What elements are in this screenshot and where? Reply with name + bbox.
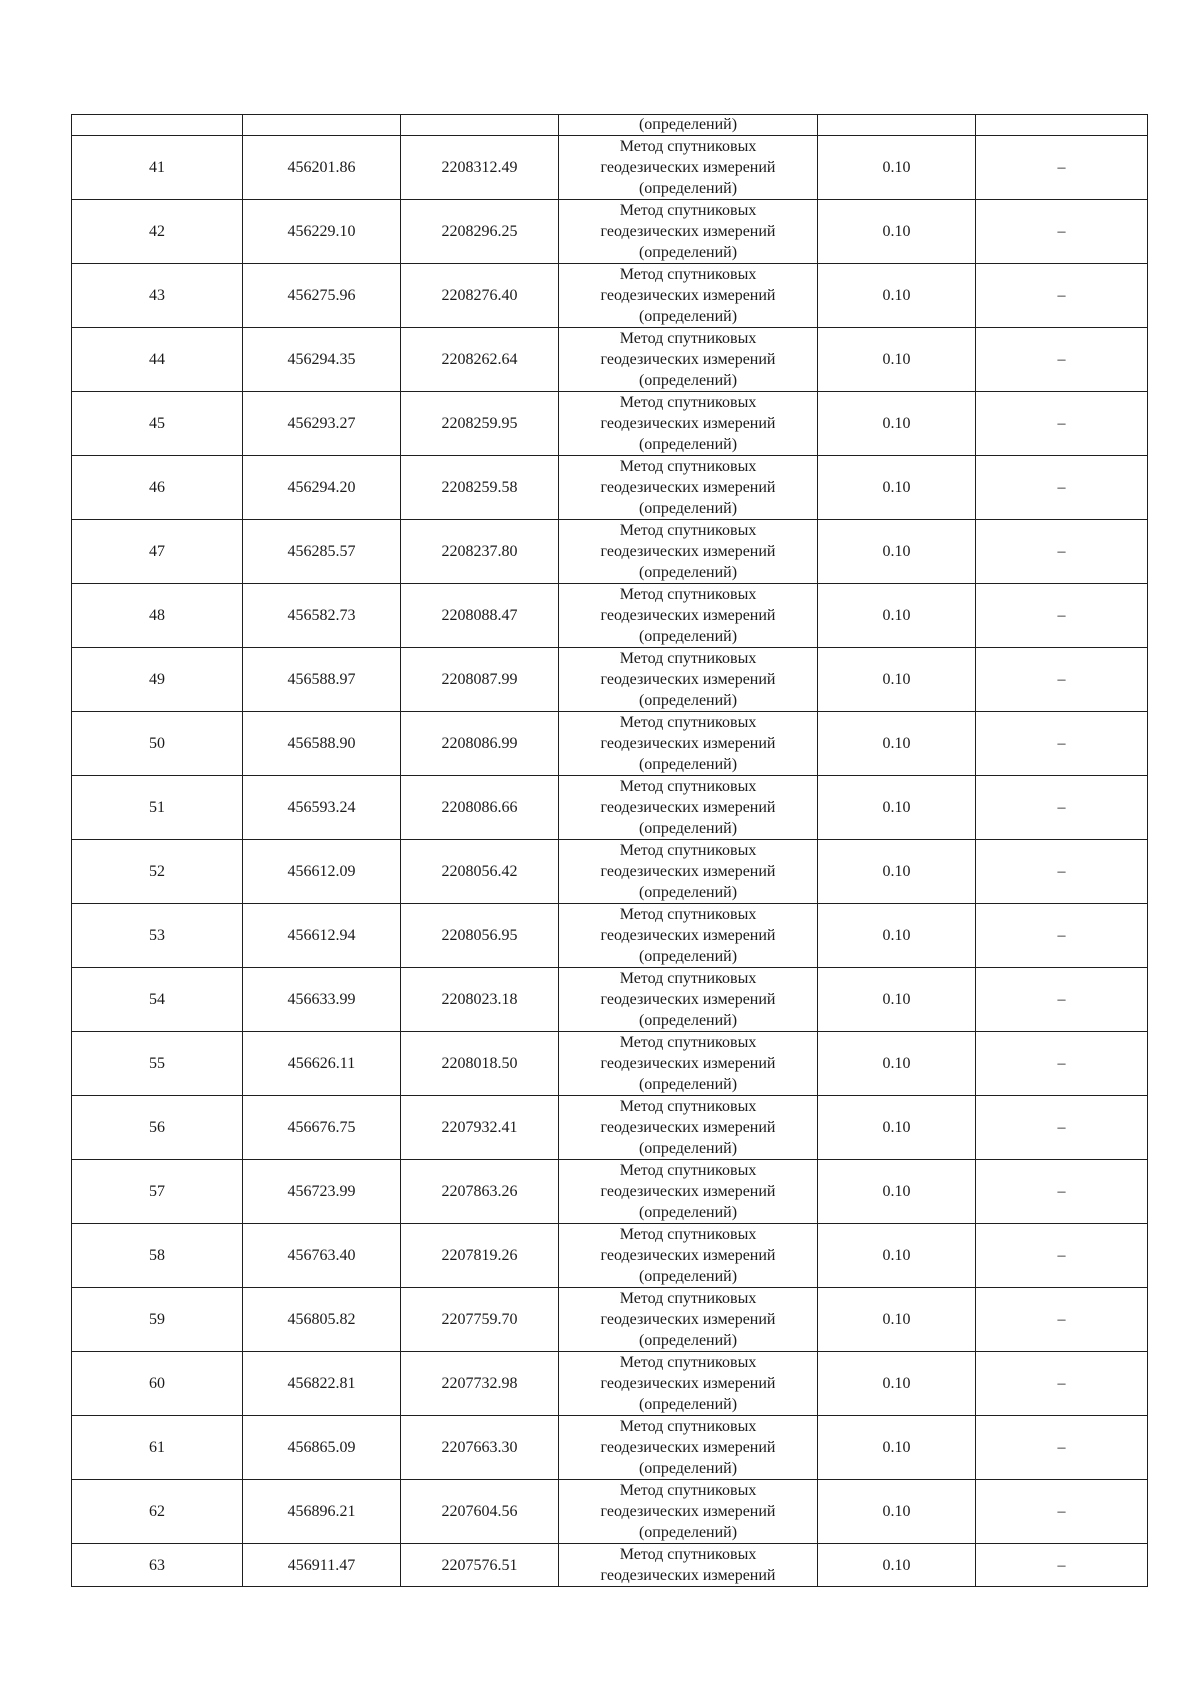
cell-y: 2207863.26 [401,1160,559,1224]
cell-method [559,776,818,840]
cell-method [559,904,818,968]
table-row [72,456,1148,520]
cell-precision: 0.10 [818,648,976,712]
cell-point-number: 54 [72,968,243,1032]
table-row [72,520,1148,584]
table-row [72,328,1148,392]
method-text-line: (определений) [638,628,738,645]
table-row [72,1224,1148,1288]
cell-x: 456626.11 [243,1032,401,1096]
cell-precision: 0.10 [818,264,976,328]
cell-y: 2208237.80 [401,520,559,584]
cell-precision: 0.10 [818,1416,976,1480]
cell-precision: 0.10 [818,1288,976,1352]
cell-precision: 0.10 [818,200,976,264]
cell-note: – [976,1544,1148,1587]
cell-point-number: 50 [72,712,243,776]
table-row [72,264,1148,328]
cell-method [559,264,818,328]
cell-y: 2208056.95 [401,904,559,968]
coordinates-table [71,114,1148,1587]
cell-y: 2208023.18 [401,968,559,1032]
cell-method: (определений) [559,115,818,136]
table-row [72,584,1148,648]
cell-note: – [976,712,1148,776]
cell-precision: 0.10 [818,328,976,392]
cell-precision: 0.10 [818,456,976,520]
cell-method [559,136,818,200]
method-text-line: геодезических измерений [600,479,776,496]
method-text-line: (определений) [638,1332,738,1349]
cell-y: 2208259.95 [401,392,559,456]
method-text-line: (определений) [638,308,738,325]
cell-point-number [72,115,243,136]
cell-y: 2208056.42 [401,840,559,904]
cell-y: 2208259.58 [401,456,559,520]
cell-point-number: 59 [72,1288,243,1352]
cell-point-number: 44 [72,328,243,392]
cell-precision: 0.10 [818,584,976,648]
method-text-line: (определений) [638,1460,738,1477]
cell-note [976,115,1148,136]
method-text-line: (определений) [638,1140,738,1157]
method-text-line: Метод спутниковых [619,586,757,603]
method-text-line: Метод спутниковых [619,1418,757,1435]
cell-x: 456293.27 [243,392,401,456]
method-text-line: Метод спутниковых [619,650,757,667]
table-row [72,968,1148,1032]
cell-point-number: 53 [72,904,243,968]
method-text-line: геодезических измерений [600,863,776,880]
table-row [72,1416,1148,1480]
method-text-line: геодезических измерений [600,1119,776,1136]
method-text-line: геодезических измерений [600,351,776,368]
cell-point-number: 48 [72,584,243,648]
cell-method [559,1224,818,1288]
cell-x: 456723.99 [243,1160,401,1224]
method-text-line: Метод спутниковых [619,906,757,923]
cell-note: – [976,136,1148,200]
cell-x: 456593.24 [243,776,401,840]
table-row [72,904,1148,968]
cell-x: 456763.40 [243,1224,401,1288]
cell-precision: 0.10 [818,136,976,200]
method-text-line: Метод спутниковых [619,778,757,795]
table-row [72,840,1148,904]
table-row [72,712,1148,776]
cell-x [243,115,401,136]
cell-note: – [976,648,1148,712]
cell-x: 456805.82 [243,1288,401,1352]
cell-method [559,1544,818,1587]
cell-precision: 0.10 [818,968,976,1032]
cell-y: 2208276.40 [401,264,559,328]
cell-x: 456582.73 [243,584,401,648]
method-text-line: геодезических измерений [600,1503,776,1520]
cell-point-number: 55 [72,1032,243,1096]
cell-x: 456911.47 [243,1544,401,1587]
cell-precision: 0.10 [818,1224,976,1288]
method-text-line: (определений) [638,1524,738,1541]
cell-note: – [976,1160,1148,1224]
method-text-line: геодезических измерений [600,543,776,560]
cell-note: – [976,968,1148,1032]
method-text-line: (определений) [638,1396,738,1413]
cell-y: 2207576.51 [401,1544,559,1587]
method-text-line: (определений) [638,180,738,197]
method-text-line: (определений) [638,500,738,517]
cell-precision: 0.10 [818,1352,976,1416]
method-text-line: Метод спутниковых [619,458,757,475]
cell-point-number: 62 [72,1480,243,1544]
cell-precision [818,115,976,136]
cell-point-number: 58 [72,1224,243,1288]
method-text-line: Метод спутниковых [619,138,757,155]
method-text-line: Метод спутниковых [619,394,757,411]
cell-x: 456822.81 [243,1352,401,1416]
cell-point-number: 51 [72,776,243,840]
table-row [72,1032,1148,1096]
cell-precision: 0.10 [818,776,976,840]
method-text-line: Метод спутниковых [619,1354,757,1371]
cell-precision: 0.10 [818,1544,976,1587]
method-text-line: геодезических измерений [600,799,776,816]
cell-note: – [976,456,1148,520]
method-text-line: (определений) [638,1012,738,1029]
cell-method [559,648,818,712]
method-text-line: Метод спутниковых [619,1290,757,1307]
cell-x: 456633.99 [243,968,401,1032]
cell-point-number: 61 [72,1416,243,1480]
cell-y: 2208087.99 [401,648,559,712]
cell-note: – [976,392,1148,456]
method-text-line: (определений) [638,1204,738,1221]
method-text-line: (определений) [638,436,738,453]
method-text-line: Метод спутниковых [619,1034,757,1051]
cell-y: 2207819.26 [401,1224,559,1288]
cell-note: – [976,1032,1148,1096]
method-text-line: (определений) [638,244,738,261]
cell-y: 2208088.47 [401,584,559,648]
cell-y: 2208086.99 [401,712,559,776]
cell-x: 456612.09 [243,840,401,904]
cell-note: – [976,584,1148,648]
cell-y: 2207663.30 [401,1416,559,1480]
cell-y: 2207604.56 [401,1480,559,1544]
cell-y: 2208312.49 [401,136,559,200]
cell-point-number: 52 [72,840,243,904]
method-text-line: геодезических измерений [600,159,776,176]
cell-method [559,328,818,392]
method-text-line: Метод спутниковых [619,1162,757,1179]
cell-y: 2208018.50 [401,1032,559,1096]
method-text-line: Метод спутниковых [619,1546,757,1563]
cell-note: – [976,904,1148,968]
cell-y: 2208296.25 [401,200,559,264]
method-text-line: геодезических измерений [600,415,776,432]
cell-precision: 0.10 [818,1096,976,1160]
method-text-line: геодезических измерений [600,735,776,752]
cell-method [559,392,818,456]
cell-point-number: 56 [72,1096,243,1160]
cell-note: – [976,776,1148,840]
cell-method [559,1096,818,1160]
cell-x: 456294.35 [243,328,401,392]
cell-y: 2208262.64 [401,328,559,392]
cell-method [559,520,818,584]
table-row [72,200,1148,264]
cell-x: 456294.20 [243,456,401,520]
method-text-line: Метод спутниковых [619,1098,757,1115]
method-text-line: (определений) [638,564,738,581]
cell-method [559,584,818,648]
cell-x: 456896.21 [243,1480,401,1544]
cell-precision: 0.10 [818,1032,976,1096]
cell-precision: 0.10 [818,712,976,776]
table-row [72,1480,1148,1544]
cell-x: 456588.97 [243,648,401,712]
method-text-line: Метод спутниковых [619,970,757,987]
method-text-line: геодезических измерений [600,1375,776,1392]
method-text-line: (определений) [638,756,738,773]
cell-method [559,1032,818,1096]
cell-x: 456676.75 [243,1096,401,1160]
continued-row [72,115,1148,136]
table-row [72,776,1148,840]
method-text-line: геодезических измерений [600,607,776,624]
table-row [72,1160,1148,1224]
method-text-line: геодезических измерений [600,671,776,688]
cell-note: – [976,1480,1148,1544]
method-text-line: геодезических измерений [600,1567,776,1584]
cell-x: 456229.10 [243,200,401,264]
cell-x: 456275.96 [243,264,401,328]
cell-note: – [976,1288,1148,1352]
cell-y: 2207732.98 [401,1352,559,1416]
method-text-line: Метод спутниковых [619,714,757,731]
cell-note: – [976,1416,1148,1480]
cell-method [559,1352,818,1416]
cell-note: – [976,1096,1148,1160]
table-row [72,648,1148,712]
cell-y: 2207932.41 [401,1096,559,1160]
cell-precision: 0.10 [818,1480,976,1544]
cell-point-number: 57 [72,1160,243,1224]
method-text-line: Метод спутниковых [619,842,757,859]
method-text-line: Метод спутниковых [619,1482,757,1499]
cell-point-number: 60 [72,1352,243,1416]
cell-method [559,1160,818,1224]
cell-point-number: 45 [72,392,243,456]
table-row [72,392,1148,456]
cell-x: 456285.57 [243,520,401,584]
cell-note: – [976,264,1148,328]
method-text-line: геодезических измерений [600,1055,776,1072]
cell-method [559,1416,818,1480]
cell-x: 456612.94 [243,904,401,968]
method-text-line: геодезических измерений [600,1247,776,1264]
cell-method [559,200,818,264]
cell-y: 2208086.66 [401,776,559,840]
cell-point-number: 43 [72,264,243,328]
cell-point-number: 41 [72,136,243,200]
method-text-line: Метод спутниковых [619,522,757,539]
method-text-line: (определений) [638,884,738,901]
method-text-line: геодезических измерений [600,927,776,944]
cell-note: – [976,1224,1148,1288]
cell-method [559,840,818,904]
method-text-line: (определений) [638,820,738,837]
cell-precision: 0.10 [818,520,976,584]
cell-method [559,1288,818,1352]
cell-x: 456201.86 [243,136,401,200]
table-row [72,1096,1148,1160]
method-text-line: геодезических измерений [600,223,776,240]
method-text-line: Метод спутниковых [619,1226,757,1243]
table-row [72,1288,1148,1352]
cell-note: – [976,840,1148,904]
cell-method [559,456,818,520]
cell-method [559,968,818,1032]
cell-note: – [976,328,1148,392]
method-text-line: (определений) [638,948,738,965]
method-text-line: Метод спутниковых [619,202,757,219]
cell-y [401,115,559,136]
method-text-line: геодезических измерений [600,1183,776,1200]
cell-y: 2207759.70 [401,1288,559,1352]
method-text-line: геодезических измерений [600,1439,776,1456]
cell-precision: 0.10 [818,1160,976,1224]
cell-note: – [976,200,1148,264]
method-text-line: Метод спутниковых [619,330,757,347]
method-text-line: геодезических измерений [600,287,776,304]
method-text-line: (определений) [638,692,738,709]
cell-point-number: 63 [72,1544,243,1587]
cell-method [559,1480,818,1544]
table-row [72,136,1148,200]
method-text-line: (определений) [638,372,738,389]
cell-method [559,712,818,776]
cell-note: – [976,520,1148,584]
table-row-last [72,1544,1148,1587]
cell-x: 456865.09 [243,1416,401,1480]
method-text-line: Метод спутниковых [619,266,757,283]
method-text-line: (определений) [638,1076,738,1093]
cell-precision: 0.10 [818,840,976,904]
cell-point-number: 46 [72,456,243,520]
method-text-line: геодезических измерений [600,1311,776,1328]
cell-note: – [976,1352,1148,1416]
cell-x: 456588.90 [243,712,401,776]
cell-precision: 0.10 [818,392,976,456]
cell-precision: 0.10 [818,904,976,968]
cell-point-number: 49 [72,648,243,712]
cell-point-number: 42 [72,200,243,264]
cell-point-number: 47 [72,520,243,584]
method-text-line: геодезических измерений [600,991,776,1008]
table-row [72,1352,1148,1416]
method-text-line: (определений) [638,1268,738,1285]
